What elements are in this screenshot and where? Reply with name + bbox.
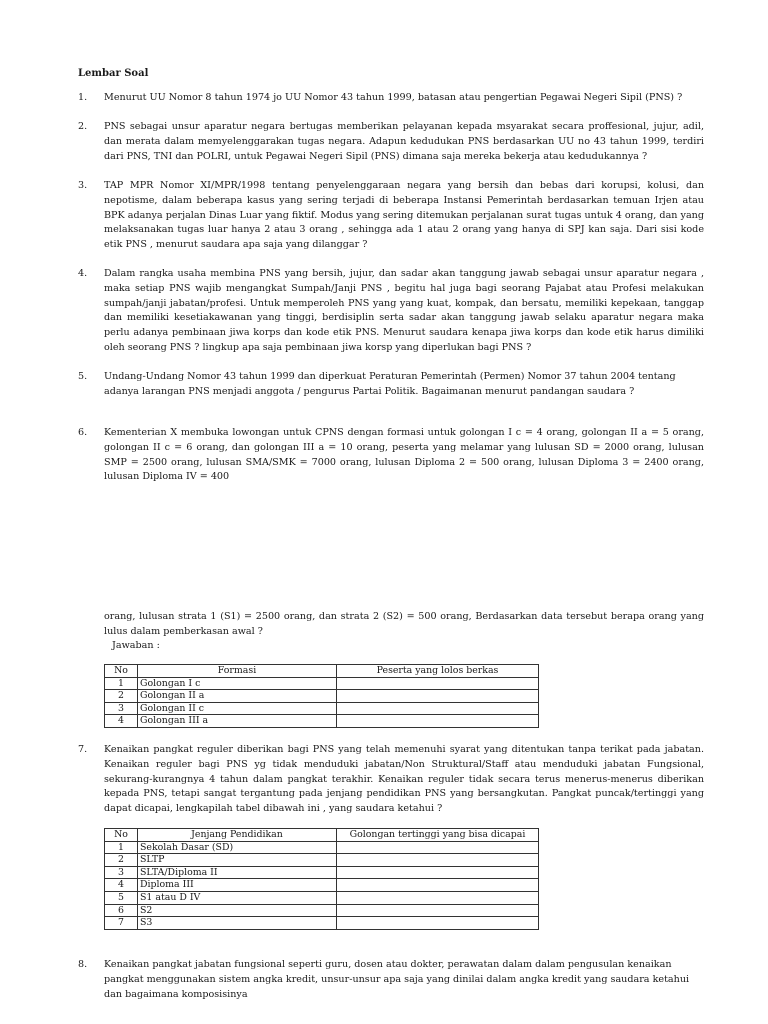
row-number: 5 xyxy=(105,891,138,904)
question-7 xyxy=(78,743,704,817)
header-no: No xyxy=(105,665,138,678)
table-row xyxy=(105,715,539,728)
question-8 xyxy=(78,958,704,1002)
row-answer-cell[interactable] xyxy=(337,677,539,690)
question-text: PNS sebagai unsur aparatur negara bertugas memberikan pelayanan kepada msyarakat secara proffesional, jujur, adil, dan merata dalam memyelenggarakan tugas negara. Adapun kedudukan PNS berdasarkan UU no 43 tahun 1999, terdiri dari PNS, TNI dan POLRI, untuk Pegawai Negeri Sipil (PNS) dimana saja mereka bekerja atau kedudukannya ? xyxy=(104,121,704,162)
question-number: 7. xyxy=(78,744,88,755)
question-1 xyxy=(78,91,704,106)
question-6-continuation: orang, lulusan strata 1 (S1) = 2500 orang, dan strata 2 (S2) = 500 orang, Berdasarkan data tersebut berapa orang yang lulus dalam pemberkasan awal ? xyxy=(104,611,704,637)
page-title: Lembar Soal xyxy=(78,68,149,79)
table-row xyxy=(105,879,539,892)
question-text: TAP MPR Nomor XI/MPR/1998 tentang penyelenggaraan negara yang bersih dan bebas dari korupsi, kolusi, dan nepotisme, dalam beberapa kasus yang sering terjadi di beberapa Instansi Pemerintah berdasarkan temuan Irjen atau BPK adanya perjalan Dinas Luar yang fiktif. Modus yang sering ditemukan perjalanan surat tugas untuk 4 orang, dan yang melaksanakan tugas luar hanya 2 atau 3 orang , sehingga ada 1 atau 2 orang yang hanya di SPJ kan saja. Dari sisi kode etik PNS , menurut saudara apa saja yang dilanggar ? xyxy=(104,180,704,251)
row-jenjang: SLTA/Diploma II xyxy=(138,866,337,879)
question-number: 5. xyxy=(78,371,88,382)
row-jenjang: S1 atau D IV xyxy=(138,891,337,904)
row-answer-cell[interactable] xyxy=(337,891,539,904)
table-header-row xyxy=(105,665,539,678)
row-jenjang: S3 xyxy=(138,917,337,930)
question-text: Kenaikan pangkat reguler diberikan bagi PNS yang telah memenuhi syarat yang ditentukan tanpa terikat pada jabatan. Kenaikan reguler bagi PNS yg tidak menduduki jabatan/Non Struktural/Staff atau menduduki jabatan Fungsional, sekurang-kurangnya 4 tahun dalam pangkat terakhir. Kenaikan reguler tidak secara terus menerus-menerus diberikan kepada PNS, tetapi sangat tergantung pada jenjang pendidikan PNS yang bersangkutan. Pangkat puncak/tertinggi yang dapat dicapai, lengkapilah tabel dibawah ini , yang saudara ketahui ? xyxy=(104,744,704,815)
row-number: 1 xyxy=(105,677,138,690)
row-formasi: Golongan III a xyxy=(138,715,337,728)
question-number: 1. xyxy=(78,92,88,103)
row-answer-cell[interactable] xyxy=(337,854,539,867)
row-jenjang: Sekolah Dasar (SD) xyxy=(138,841,337,854)
answer-label: Jawaban : xyxy=(112,640,160,651)
table-row xyxy=(105,841,539,854)
header-jenjang: Jenjang Pendidikan xyxy=(138,829,337,842)
header-peserta: Peserta yang lolos berkas xyxy=(337,665,539,678)
row-number: 3 xyxy=(105,702,138,715)
row-number: 7 xyxy=(105,917,138,930)
row-answer-cell[interactable] xyxy=(337,715,539,728)
table-row xyxy=(105,904,539,917)
row-answer-cell[interactable] xyxy=(337,904,539,917)
formasi-table xyxy=(104,664,539,728)
table-row xyxy=(105,854,539,867)
row-answer-cell[interactable] xyxy=(337,841,539,854)
table-row xyxy=(105,677,539,690)
row-answer-cell[interactable] xyxy=(337,917,539,930)
row-number: 2 xyxy=(105,854,138,867)
table-header-row xyxy=(105,829,539,842)
row-jenjang: SLTP xyxy=(138,854,337,867)
question-text: Kenaikan pangkat jabatan fungsional seperti guru, dosen atau dokter, perawatan dalam dalam pengusulan kenaikan pangkat menggunakan sistem angka kredit, unsur-unsur apa saja yang dinilai dalam angka kredit yang saudara ketahui dan bagaimana komposisinya xyxy=(104,959,690,1000)
row-formasi: Golongan II a xyxy=(138,690,337,703)
row-number: 2 xyxy=(105,690,138,703)
question-number: 6. xyxy=(78,427,88,438)
row-answer-cell[interactable] xyxy=(337,690,539,703)
question-number: 3. xyxy=(78,180,88,191)
table-row xyxy=(105,690,539,703)
row-number: 4 xyxy=(105,879,138,892)
row-answer-cell[interactable] xyxy=(337,866,539,879)
table-row xyxy=(105,866,539,879)
question-text: Undang-Undang Nomor 43 tahun 1999 dan diperkuat Peraturan Pemerintah (Permen) Nomor 37 tahun 2004 tentang adanya larangan PNS menjadi anggota / pengurus Partai Politik. Bagaimanan menurut pandangan saudara ? xyxy=(104,371,676,397)
question-3 xyxy=(78,179,704,253)
row-formasi: Golongan I c xyxy=(138,677,337,690)
question-text: Menurut UU Nomor 8 tahun 1974 jo UU Nomor 43 tahun 1999, batasan atau pengertian Pegawai Negeri Sipil (PNS) ? xyxy=(104,92,683,103)
header-golongan: Golongan tertinggi yang bisa dicapai xyxy=(337,829,539,842)
row-answer-cell[interactable] xyxy=(337,702,539,715)
row-number: 6 xyxy=(105,904,138,917)
row-answer-cell[interactable] xyxy=(337,879,539,892)
row-number: 3 xyxy=(105,866,138,879)
question-2 xyxy=(78,120,704,164)
table-row xyxy=(105,702,539,715)
question-text: Kementerian X membuka lowongan untuk CPNS dengan formasi untuk golongan I c = 4 orang, golongan II a = 5 orang, golongan II c = 6 orang, dan golongan III a = 10 orang, peserta yang melamar yang lulusan SD = 2000 orang, lulusan SMP = 2500 orang, lulusan SMA/SMK = 7000 orang, lulusan Diploma 2 = 500 orang, lulusan Diploma 3 = 2400 orang, lulusan Diploma IV = 400 xyxy=(104,427,704,483)
question-number: 2. xyxy=(78,121,88,132)
pendidikan-table xyxy=(104,828,539,930)
question-4 xyxy=(78,267,704,356)
question-number: 8. xyxy=(78,959,88,970)
row-jenjang: S2 xyxy=(138,904,337,917)
question-5 xyxy=(78,370,704,400)
table-row xyxy=(105,891,539,904)
row-formasi: Golongan II c xyxy=(138,702,337,715)
header-no: No xyxy=(105,829,138,842)
row-number: 4 xyxy=(105,715,138,728)
table-row xyxy=(105,917,539,930)
header-formasi: Formasi xyxy=(138,665,337,678)
row-number: 1 xyxy=(105,841,138,854)
question-text: Dalam rangka usaha membina PNS yang bersih, jujur, dan sadar akan tanggung jawab sebagai unsur aparatur negara , maka setiap PNS wajib mengangkat Sumpah/Janji PNS , begitu hal juga bagi seorang Pajabat atau Profesi melakukan sumpah/janji jabatan/profesi. Untuk memperoleh PNS yang yang kuat, kompak, dan bersatu, memiliki kepekaan, tanggap dan memiliki kesetiakawanan yang tinggi, berdisiplin serta sadar akan tanggung jawab selaku aparatur negara maka perlu adanya pembinaan jiwa korps dan kode etik PNS. Menurut saudara kenapa jiwa korps dan kode etik harus dimiliki oleh seorang PNS ? lingkup apa saja pembinaan jiwa korsp yang diperlukan bagi PNS ? xyxy=(104,268,704,353)
question-number: 4. xyxy=(78,268,88,279)
row-jenjang: Diploma III xyxy=(138,879,337,892)
question-6 xyxy=(78,426,704,485)
